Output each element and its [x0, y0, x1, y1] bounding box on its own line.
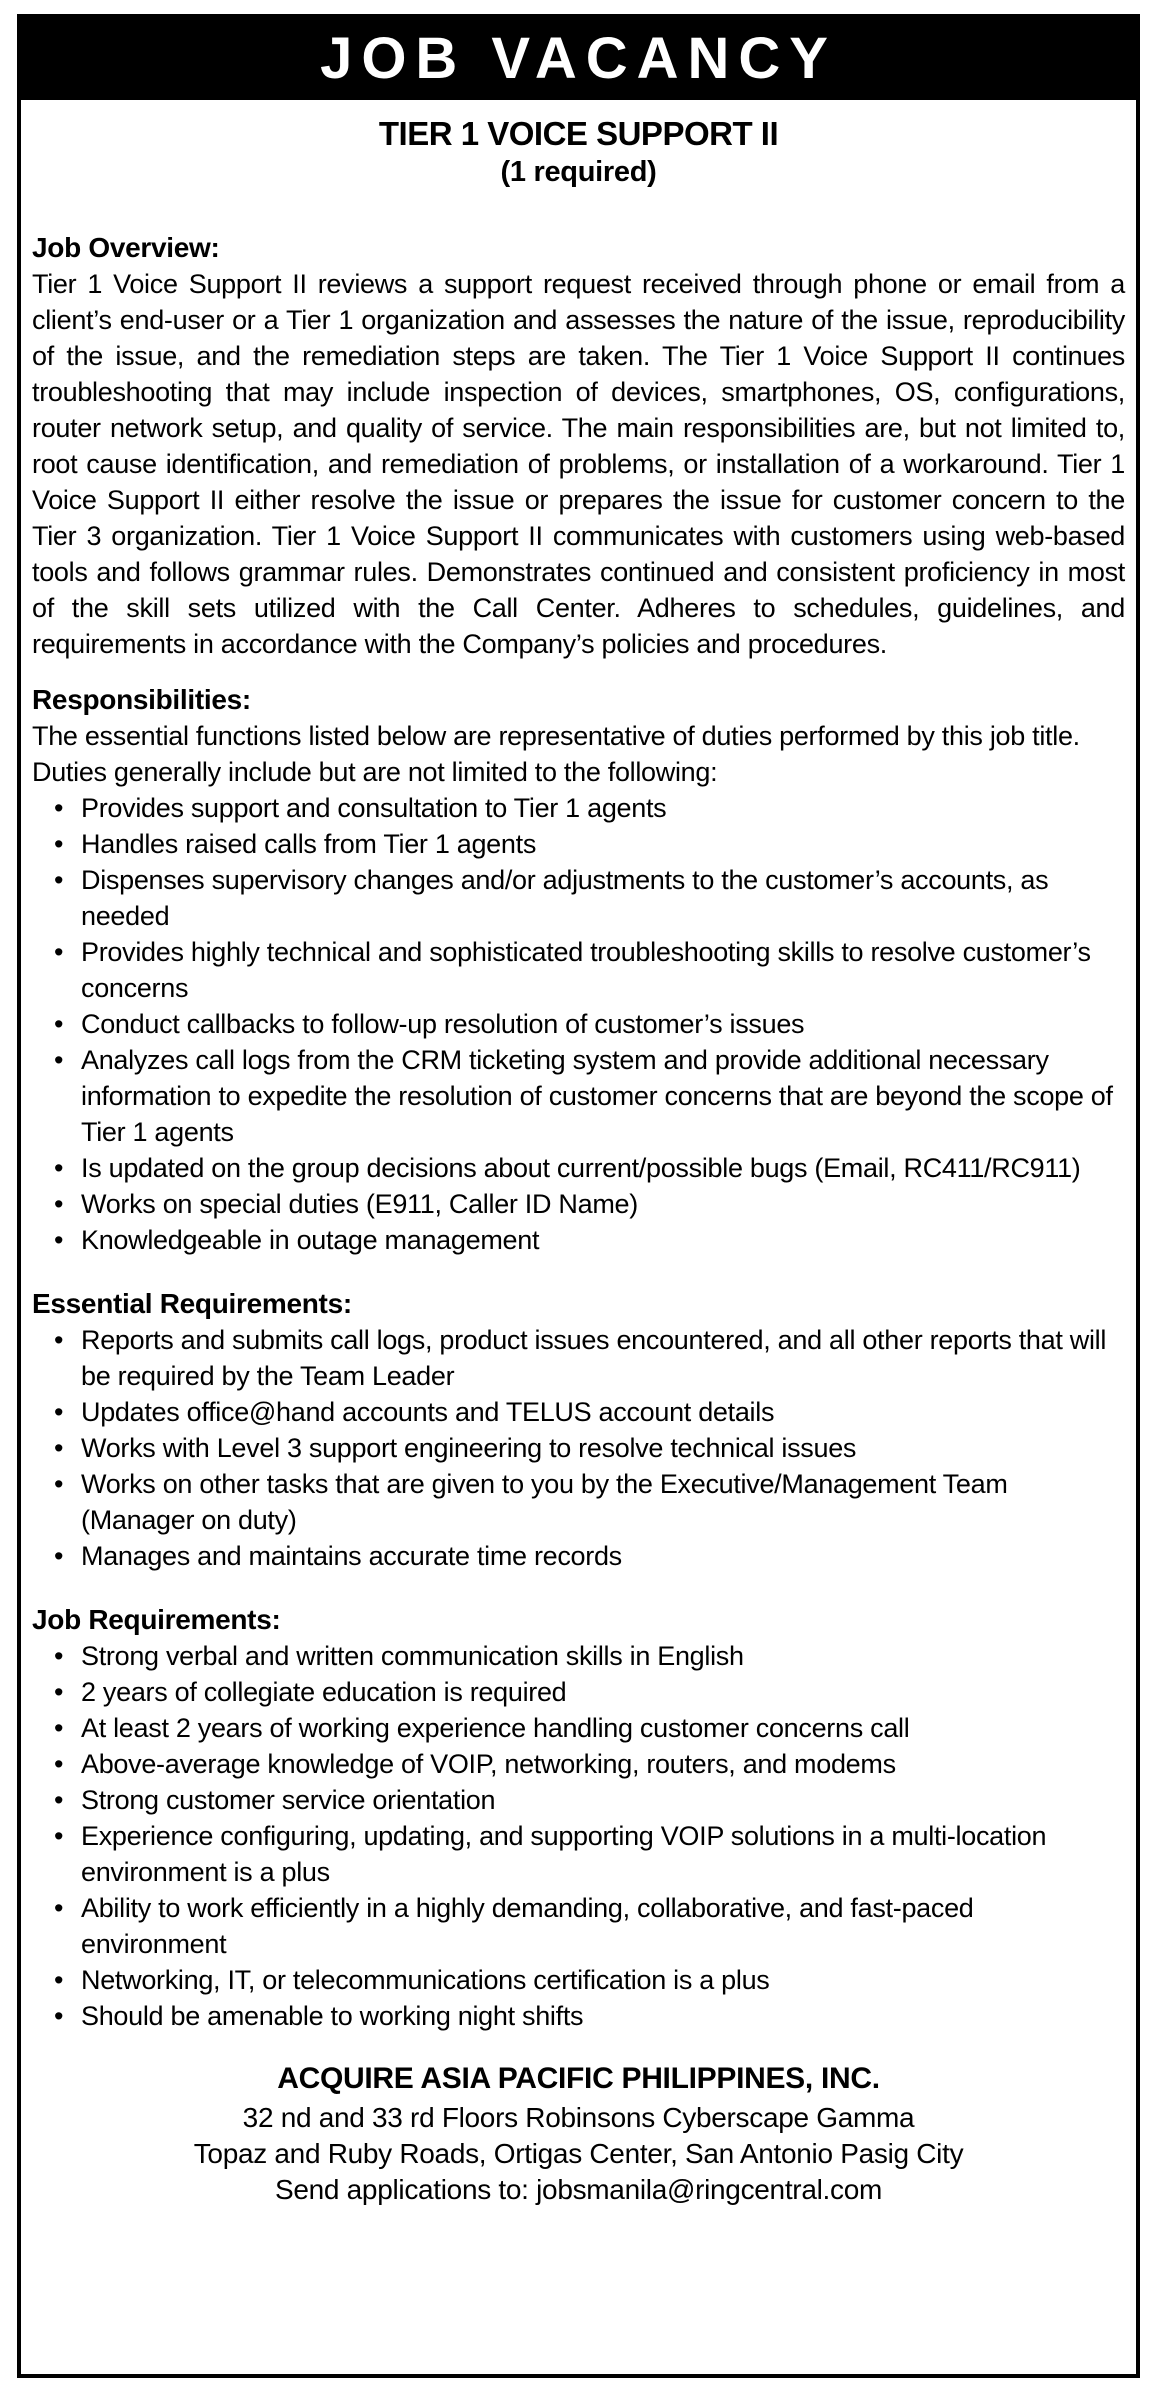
bullet-item: [32, 1782, 1125, 1818]
poster-footer: [32, 2058, 1125, 2208]
poster-header-bar: [21, 18, 1136, 100]
company-address-line2: Topaz and Ruby Roads, Ortigas Center, San Antonio Pasig City: [193, 2138, 964, 2169]
bullet-item-text: Reports and submits call logs, product issues encountered, and all other reports that will be required by the Team Leader: [81, 1325, 1107, 1391]
section-job-requirements: [32, 1602, 1125, 2034]
bullet-item-text: Updates office@hand accounts and TELUS account details: [81, 1397, 775, 1427]
responsibilities-list: [32, 790, 1125, 1258]
bullet-item-text: Above-average knowledge of VOIP, networking, routers, and modems: [81, 1749, 896, 1779]
bullet-item-text: Networking, IT, or telecommunications certification is a plus: [81, 1965, 770, 1995]
poster-header-title: JOB VACANCY: [320, 26, 837, 91]
bullet-item: [32, 1186, 1125, 1222]
section-essential-requirements: [32, 1286, 1125, 1574]
job-requirements-list: [32, 1638, 1125, 2034]
bullet-item: [32, 1322, 1125, 1394]
bullet-item: [32, 1150, 1125, 1186]
bullet-item-text: 2 years of collegiate education is required: [81, 1677, 567, 1707]
bullet-item-text: Works on other tasks that are given to you by the Executive/Management Team (Manager on duty): [81, 1469, 1008, 1535]
bullet-item-text: Is updated on the group decisions about current/possible bugs (Email, RC411/RC911): [81, 1153, 1081, 1183]
bullet-item-text: Experience configuring, updating, and supporting VOIP solutions in a multi-location environment is a plus: [81, 1821, 1047, 1887]
bullet-item-text: Works with Level 3 support engineering to resolve technical issues: [81, 1433, 857, 1463]
job-vacancy-poster: [17, 14, 1140, 2378]
position-title-block: [32, 114, 1125, 190]
bullet-item-text: Should be amenable to working night shifts: [81, 2001, 584, 2031]
apply-instruction: Send applications to: jobsmanila@ringcentral.com: [274, 2174, 882, 2205]
bullet-item-text: Manages and maintains accurate time records: [81, 1541, 622, 1571]
bullet-item: [32, 790, 1125, 826]
position-slots: (1 required): [500, 156, 657, 188]
bullet-item-text: Strong customer service orientation: [81, 1785, 496, 1815]
responsibilities-intro: The essential functions listed below are representative of duties performed by this job title. Duties generally include but are not limited to the following:: [32, 721, 1080, 787]
bullet-item: [32, 1430, 1125, 1466]
section-job-overview: [32, 230, 1125, 662]
company-name: ACQUIRE ASIA PACIFIC PHILIPPINES, INC.: [277, 2062, 880, 2095]
company-address-line1: 32 nd and 33 rd Floors Robinsons Cyberscape Gamma: [242, 2102, 915, 2133]
job-overview-heading: Job Overview:: [32, 232, 220, 263]
bullet-item: [32, 1538, 1125, 1574]
bullet-item-text: Works on special duties (E911, Caller ID Name): [81, 1189, 638, 1219]
bullet-item: [32, 1006, 1125, 1042]
job-overview-body: Tier 1 Voice Support II reviews a support request received through phone or email from a client’s end-user or a Tier 1 organization and assesses the nature of the issue, reproducibility of the issue, and the remediation steps are taken. The Tier 1 Voice Support II continues troubleshooting that may include inspection of devices, smartphones, OS, configurations, router network setup, and quality of service. The main responsibilities are, but not limited to, root cause identification, and remediation of problems, or installation of a workaround. Tier 1 Voice Support II either resolve the issue or prepares the issue for customer concern to the Tier 3 organization. Tier 1 Voice Support II communicates with customers using web-based tools and follows grammar rules. Demonstrates continued and consistent proficiency in most of the skill sets utilized with the Call Center. Adheres to schedules, guidelines, and requirements in accordance with the Company’s policies and procedures.: [32, 269, 1125, 659]
job-requirements-heading: Job Requirements:: [32, 1604, 281, 1635]
bullet-item: [32, 1042, 1125, 1150]
bullet-item-text: Conduct callbacks to follow-up resolution of customer’s issues: [81, 1009, 805, 1039]
bullet-item: [32, 1710, 1125, 1746]
position-title: TIER 1 VOICE SUPPORT II: [378, 115, 779, 152]
bullet-item: [32, 1998, 1125, 2034]
bullet-item-text: Provides support and consultation to Tier 1 agents: [81, 793, 667, 823]
bullet-item-text: Dispenses supervisory changes and/or adjustments to the customer’s accounts, as needed: [81, 865, 1049, 931]
poster-content: [21, 114, 1136, 2208]
bullet-item: [32, 1746, 1125, 1782]
bullet-item: [32, 1962, 1125, 1998]
bullet-item: [32, 1222, 1125, 1258]
bullet-item: [32, 1674, 1125, 1710]
essential-requirements-list: [32, 1322, 1125, 1574]
bullet-item-text: Knowledgeable in outage management: [81, 1225, 540, 1255]
bullet-item-text: Analyzes call logs from the CRM ticketing system and provide additional necessary information to expedite the resolution of customer concerns that are beyond the scope of Tier 1 agents: [81, 1045, 1113, 1147]
responsibilities-heading: Responsibilities:: [32, 684, 251, 715]
bullet-item: [32, 1890, 1125, 1962]
bullet-item: [32, 1394, 1125, 1430]
bullet-item-text: At least 2 years of working experience handling customer concerns call: [81, 1713, 910, 1743]
bullet-item-text: Ability to work efficiently in a highly demanding, collaborative, and fast-paced environment: [81, 1893, 974, 1959]
bullet-item-text: Strong verbal and written communication skills in English: [81, 1641, 744, 1671]
bullet-item: [32, 826, 1125, 862]
essential-requirements-heading: Essential Requirements:: [32, 1288, 352, 1319]
bullet-item: [32, 1466, 1125, 1538]
bullet-item: [32, 1818, 1125, 1890]
bullet-item: [32, 934, 1125, 1006]
bullet-item: [32, 1638, 1125, 1674]
bullet-item: [32, 862, 1125, 934]
bullet-item-text: Handles raised calls from Tier 1 agents: [81, 829, 537, 859]
bullet-item-text: Provides highly technical and sophisticated troubleshooting skills to resolve customer’s concerns: [81, 937, 1091, 1003]
section-responsibilities: [32, 682, 1125, 1258]
